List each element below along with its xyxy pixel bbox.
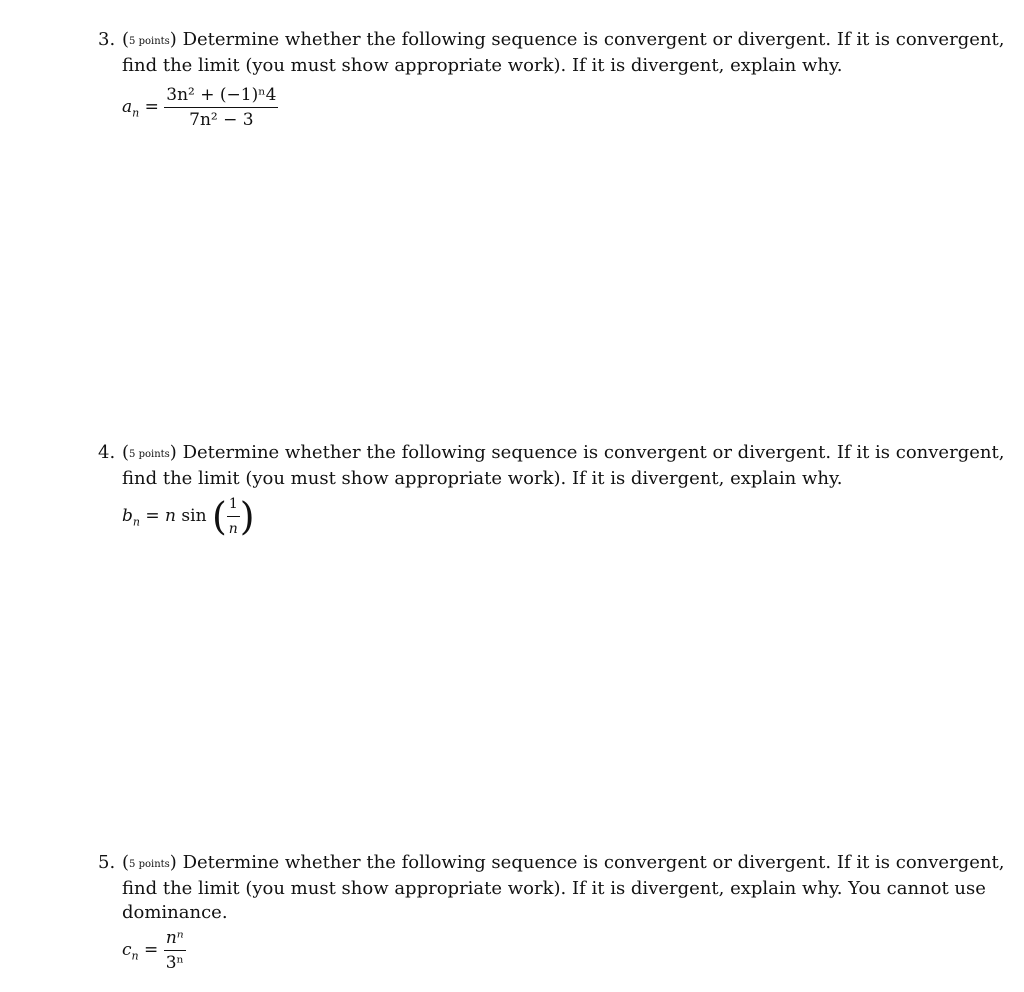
problem-statement: 5. (5 points) Determine whether the following sequence is convergent or divergent. If it is convergent, — [98, 852, 1005, 873]
statement-line-1: Determine whether the following sequence is convergent or divergent. If it is convergent, — [182, 442, 1005, 463]
statement-line-2: find the limit (you must show appropriate work). If it is divergent, explain why. You cannot use — [122, 878, 986, 899]
problem-4 — [98, 441, 1005, 539]
points-label: 5 points — [129, 859, 170, 870]
statement-line-1: Determine whether the following sequence is convergent or divergent. If it is convergent, — [182, 29, 1005, 50]
numerator: 3n² + (−1)ⁿ4 — [164, 84, 278, 108]
problem-number: 5. — [98, 852, 116, 873]
points-label: 5 points — [129, 449, 170, 460]
numerator: nⁿ — [164, 927, 186, 951]
problem-5 — [98, 851, 1005, 973]
right-paren: ) — [239, 494, 255, 539]
statement-line-2: find the limit (you must show appropriate work). If it is divergent, explain why. — [122, 55, 843, 76]
statement-line-1: Determine whether the following sequence is convergent or divergent. If it is convergent, — [182, 852, 1005, 873]
denominator: n — [228, 521, 238, 537]
fraction — [164, 84, 278, 131]
points-label: 5 points — [129, 36, 170, 47]
numerator: 1 — [227, 493, 240, 517]
problem-statement: 3. (5 points) Determine whether the following sequence is convergent or divergent. If it is convergent, — [98, 29, 1005, 50]
problem-3 — [98, 28, 1005, 130]
denominator: 3ⁿ — [165, 953, 184, 973]
statement-line-2: find the limit (you must show appropriate work). If it is divergent, explain why. — [122, 468, 843, 489]
formula-a-n: $a_n$ = $\frac{\text{3n² + (−1)ⁿ4}}{\text{7n² − 3}}$ — [122, 85, 277, 130]
formula-c-n: $c_n$ = $\frac{\text{nⁿ}}{\text{3ⁿ}}$ — [122, 928, 184, 973]
problem-number: 3. — [98, 29, 116, 50]
statement-line-3: dominance. — [122, 902, 228, 923]
fraction — [164, 927, 186, 974]
problem-number: 4. — [98, 442, 116, 463]
left-paren: ( — [211, 494, 227, 539]
denominator: 7n² − 3 — [189, 110, 254, 130]
fraction — [227, 493, 240, 540]
problem-statement: 4. (5 points) Determine whether the following sequence is convergent or divergent. If it is convergent, — [98, 442, 1005, 463]
formula-b-n: $b_n = n$ sin ( $\frac{1}{n}$ ) — [122, 494, 255, 539]
